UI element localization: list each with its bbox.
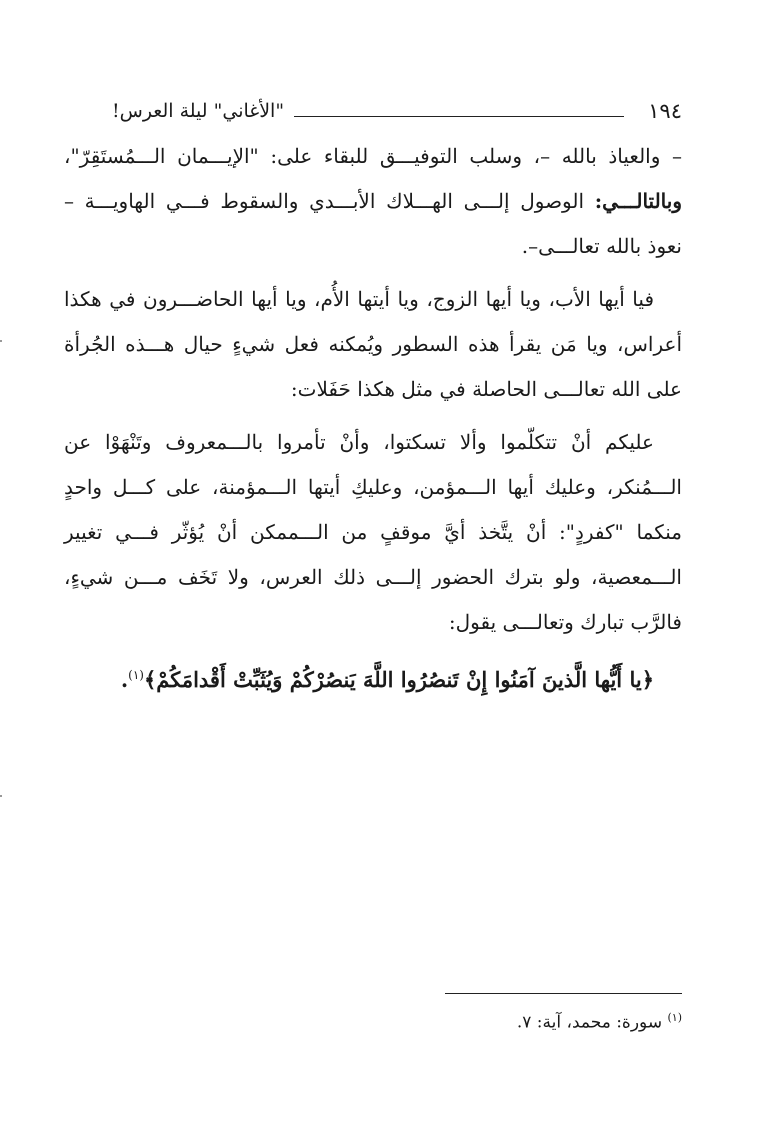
header-rule (294, 116, 624, 117)
body-text (64, 134, 682, 710)
verse-text: ﴿يا أَيُّها الَّذينَ آمَنُوا إِنْ تَنصُرُوا اللَّهَ يَنصُرْكُمْ وَيُثَبِّتْ أَقْدامَكُمْ﴾ (143, 667, 654, 692)
margin-speck (0, 795, 2, 797)
paragraph-2-text: الوصول إلـــى الهـــلاك الأبـــدي والسقوط فـــي الهاويـــة – نعوذ بالله تعالـــى–. (64, 189, 682, 258)
paragraph-4: عليكم أنْ تتكلّموا وألا تسكتوا، وأنْ تأمروا بالـــمعروف وتَنْهَوْا عن الـــمُنكر، وعليك أيها الـــمؤمن، وعليكِ أيتها الـــمؤمنة، على كـــل واحدٍ منكما "كفردٍ": أنْ يتَّخذ أيَّ موقفٍ من الـــممكن أنْ يُؤثّر فـــي تغيير الـــمعصية، ولو بترك الحضور إلـــى ذلك العرس، ولا تَخَف مـــن شيءٍ، فالرَّب تبارك وتعالـــى يقول: (64, 430, 682, 634)
paragraph-2-lead: وبالتالـــي: (594, 189, 682, 213)
footnote-marker: (١) (667, 1011, 682, 1024)
paragraph-3: فيا أيها الأب، ويا أيها الزوج، ويا أيتها الأُم، ويا أيها الحاضـــرون في هكذا أعراس، ويا مَن يقرأ هذه السطور ويُمكنه فعل شيءٍ حيال هـــذه الجُرأة على الله تعالـــى الحاصلة في مثل هكذا حَفَلات: (64, 287, 683, 401)
page-header (112, 96, 682, 126)
paragraph-1 (64, 134, 682, 269)
margin-speck (0, 340, 2, 342)
running-title: "الأغاني" ليلة العرس! (112, 100, 285, 122)
footnote (300, 1004, 682, 1037)
verse-footnote-ref: (١) (128, 668, 144, 682)
verse-end: . (120, 667, 129, 692)
quran-verse (64, 653, 682, 702)
page-number: ١٩٤ (648, 99, 682, 123)
footnote-text: سورة: محمد، آية: ٧. (516, 1012, 668, 1033)
paragraph-1-text: – والعياذ بالله –، وسلب التوفيـــق للبقاء على: "الإيـــمان الـــمُستَقِرّ"، (64, 144, 682, 168)
footnote-rule (445, 993, 682, 994)
